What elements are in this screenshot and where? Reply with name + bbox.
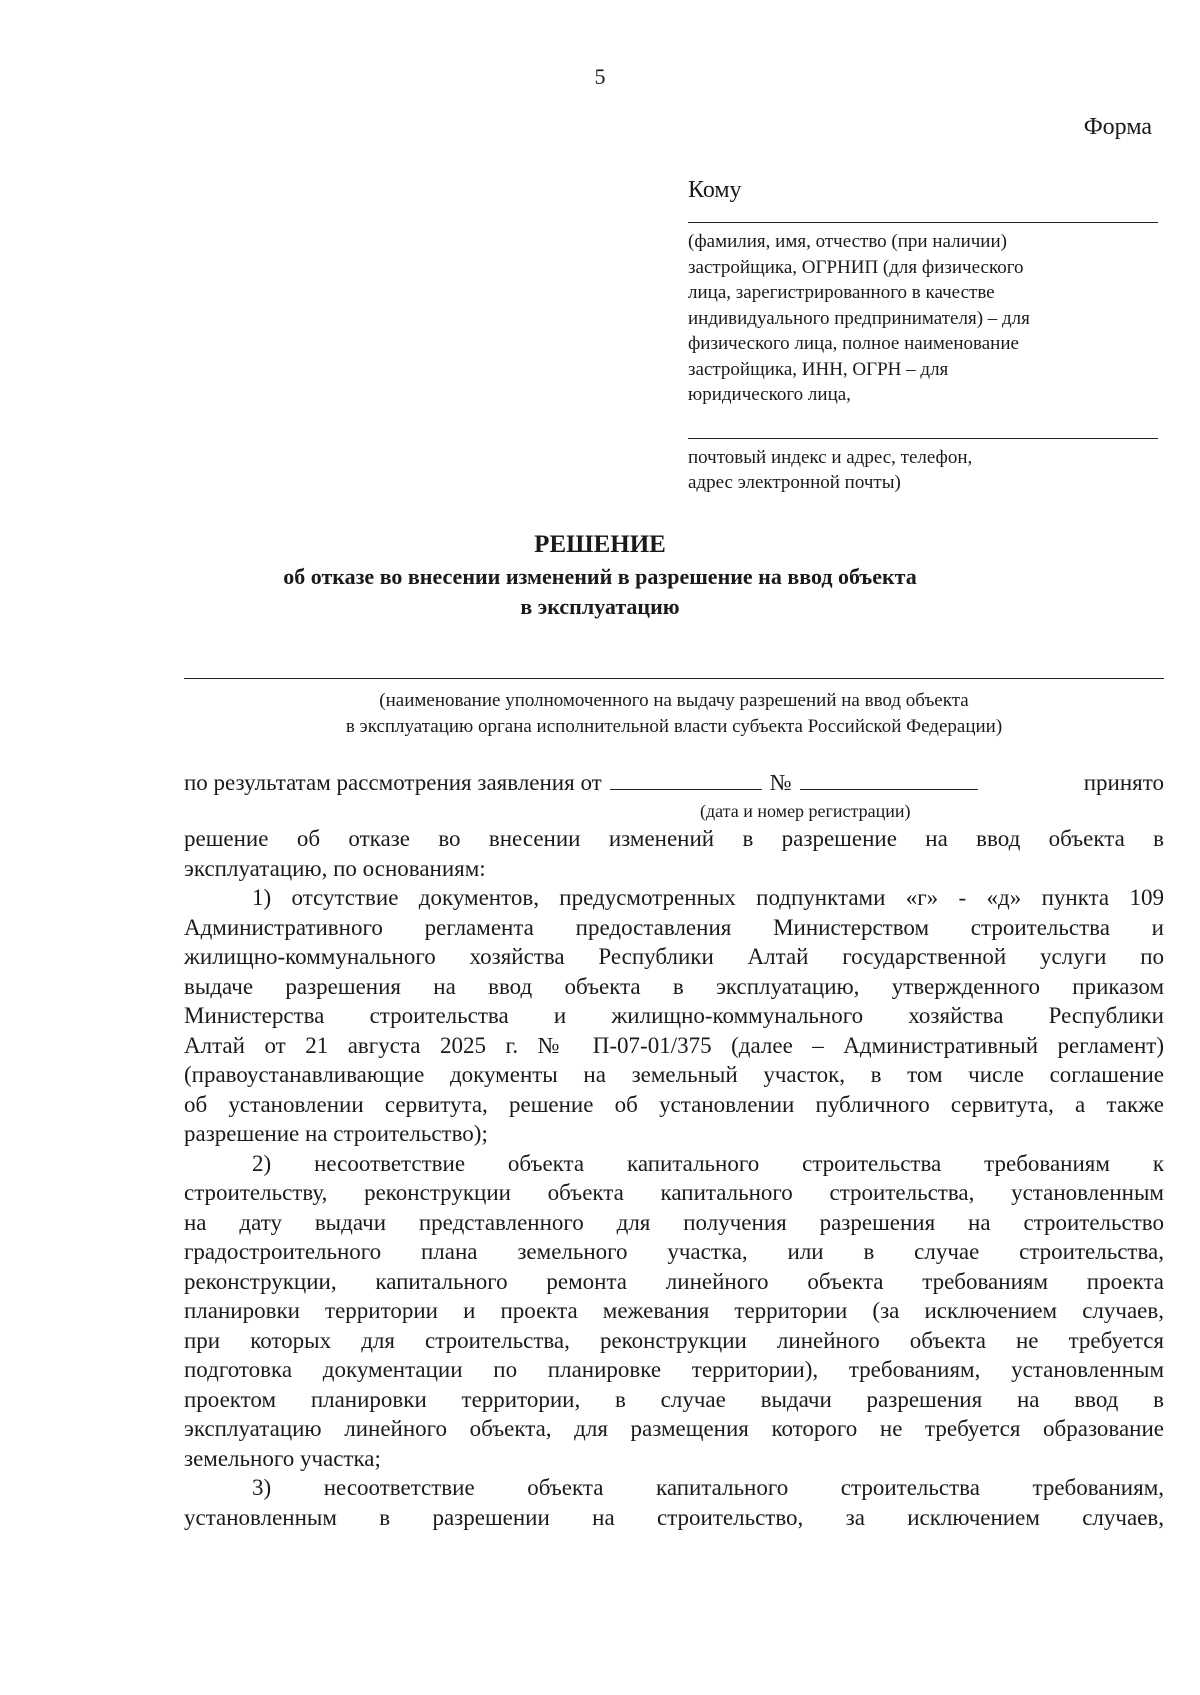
address-fill-line xyxy=(688,438,1158,439)
title-main: РЕШЕНИЕ xyxy=(534,531,666,558)
applicant-note-line: физического лица, полное наименование xyxy=(688,333,1019,354)
decision-body xyxy=(184,824,1164,1532)
applicant-note-line: (фамилия, имя, отчество (при наличии) xyxy=(688,231,1007,252)
ground-item-2 xyxy=(184,1149,1164,1474)
application-accepted: принято xyxy=(1083,770,1164,795)
application-number-blank xyxy=(800,771,978,790)
text-line: эксплуатацию линейного объекта, для размещения которого не требуется образование xyxy=(184,1416,1164,1441)
applicant-note-line: юридического лица, xyxy=(688,384,851,405)
text-line: решение об отказе во внесении изменений в разрешение на ввод объекта в xyxy=(184,826,1164,851)
text-line: установленным в разрешении на строительство, за исключением случаев, xyxy=(184,1504,1164,1530)
text-line: разрешение на строительство); xyxy=(184,1121,488,1146)
applicant-fill-line xyxy=(688,222,1158,223)
text-line: земельного участка; xyxy=(184,1445,381,1471)
addressee-block xyxy=(688,176,1158,496)
text-line: об установлении сервитута, решение об установлении публичного сервитута, а также xyxy=(184,1091,1164,1117)
address-note-line: почтовый индекс и адрес, телефон, xyxy=(688,446,973,468)
text-line: на дату выдачи представленного для получения разрешения на строительство xyxy=(184,1209,1164,1235)
applicant-note-line: застройщика, ОГРНИП (для физического xyxy=(688,256,1024,278)
applicant-note-line: застройщика, ИНН, ОГРН – для xyxy=(688,358,949,380)
text-line: Министерства строительства и жилищно-коммунального хозяйства Республики xyxy=(184,1003,1164,1028)
text-line: проектом планировки территории, в случае выдачи разрешения на ввод в xyxy=(184,1386,1164,1412)
text-line: 3) несоответствие объекта капитального строительства требованиям, xyxy=(252,1475,1164,1500)
registration-caption: (дата и номер регистрации) xyxy=(700,801,911,821)
application-line xyxy=(184,768,1164,798)
text-line: эксплуатацию, по основаниям: xyxy=(184,855,486,881)
ground-item-3 xyxy=(184,1473,1164,1532)
organ-caption-line-1: (наименование уполномоченного на выдачу разрешений на ввод объекта xyxy=(379,690,969,711)
text-line: реконструкции, капитального ремонта линейного объекта требованиям проекта xyxy=(184,1268,1164,1294)
text-line: 2) несоответствие объекта капитального строительства требованиям к xyxy=(252,1150,1164,1176)
form-label: Форма xyxy=(1083,114,1152,140)
text-line: Административного регламента предоставления Министерством строительства и xyxy=(184,914,1164,940)
organ-caption-line-2: в эксплуатацию органа исполнительной власти субъекта Российской Федерации) xyxy=(345,716,1003,737)
address-note-line: адрес электронной почты) xyxy=(688,472,901,493)
application-date-blank xyxy=(610,771,762,790)
text-line: (правоустанавливающие документы на земельный участок, в том числе соглашение xyxy=(184,1062,1164,1087)
text-line: строительству, реконструкции объекта капитального строительства, установленным xyxy=(184,1180,1164,1205)
application-prefix: по результатам рассмотрения заявления от xyxy=(184,770,602,795)
text-line: 1) отсутствие документов, предусмотренных подпунктами «г» - «д» пункта 109 xyxy=(252,885,1164,910)
text-line: градостроительного плана земельного участка, или в случае строительства, xyxy=(184,1239,1164,1264)
text-line: при которых для строительства, реконструкции линейного объекта не требуется xyxy=(184,1327,1164,1353)
applicant-note-line: индивидуального предпринимателя) – для xyxy=(688,307,1030,329)
applicant-note xyxy=(688,229,1158,408)
text-line: Алтай от 21 августа 2025 г. № П-07-01/375 (далее – Административный регламент) xyxy=(184,1032,1164,1058)
applicant-note-line: лица, зарегистрированного в качестве xyxy=(688,282,995,303)
intro-paragraph xyxy=(184,824,1164,883)
text-line: подготовка документации по планировке территории), требованиям, установленным xyxy=(184,1357,1164,1382)
title-subtitle-line-1: об отказе во внесении изменений в разрешение на ввод объекта xyxy=(283,564,917,589)
number-sign: № xyxy=(769,770,792,795)
address-note xyxy=(688,445,1158,496)
text-line: жилищно-коммунального хозяйства Республики Алтай государственной услуги по xyxy=(184,944,1164,969)
text-line: планировки территории и проекта межевания территории (за исключением случаев, xyxy=(184,1298,1164,1323)
text-line: выдаче разрешения на ввод объекта в эксплуатацию, утвержденного приказом xyxy=(184,973,1164,999)
organ-caption xyxy=(184,688,1164,740)
document-title xyxy=(0,528,1200,622)
ground-item-1 xyxy=(184,883,1164,1149)
page-number: 5 xyxy=(594,64,606,89)
organ-fill-line xyxy=(184,678,1164,679)
addressee-komu: Кому xyxy=(688,177,742,203)
title-subtitle-line-2: в эксплуатацию xyxy=(520,594,680,619)
